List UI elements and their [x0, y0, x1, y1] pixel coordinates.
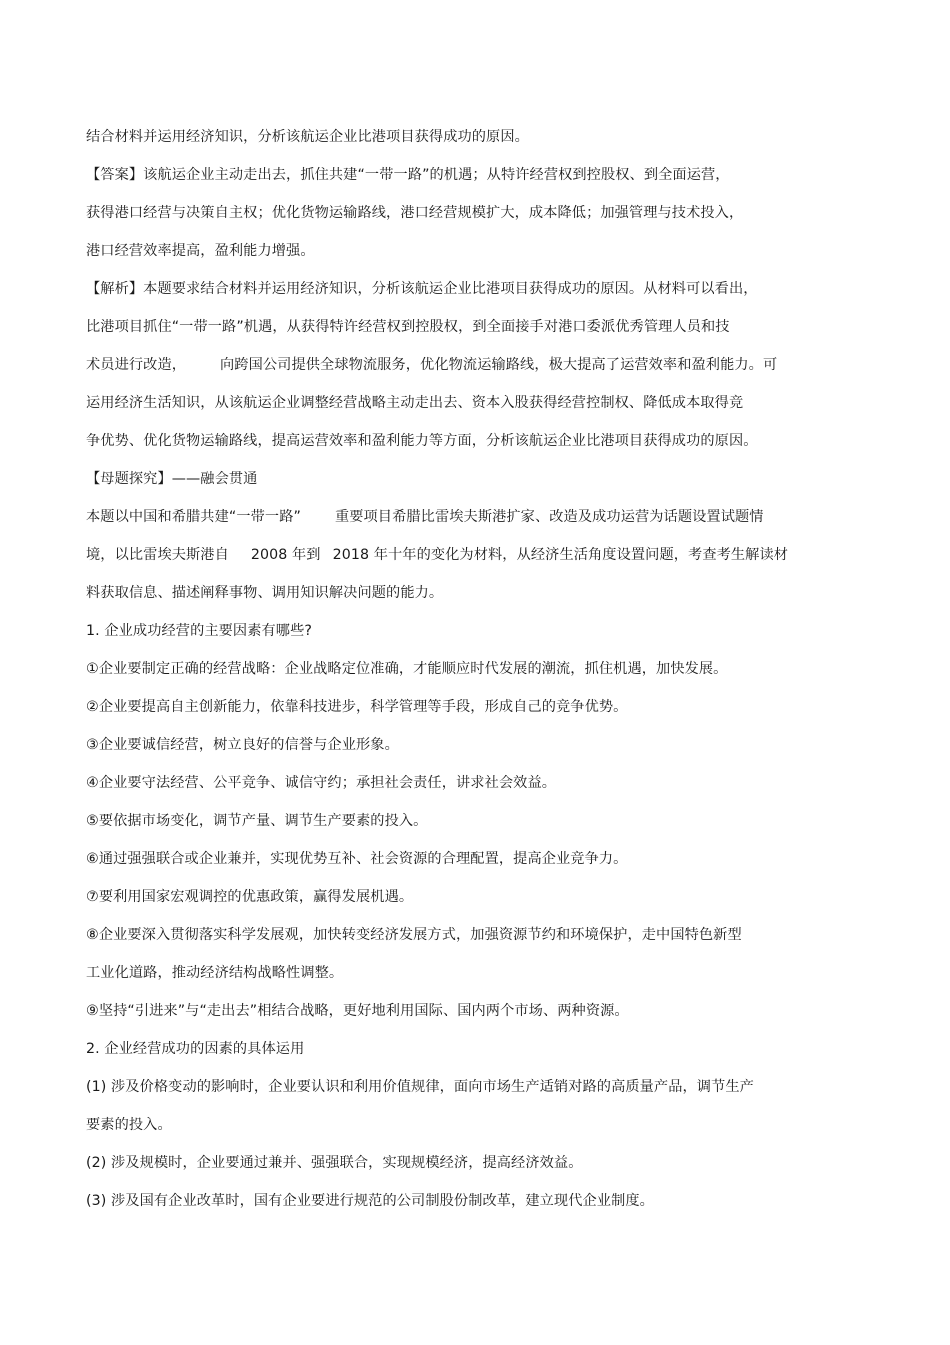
text-segment: 2018 年十年的变化为材料，从经济生活角度设置问题，考查考生解读材 [332, 547, 789, 563]
list-item: ①企业要制定正确的经营战略：企业战略定位准确，才能顺应时代发展的潮流，抓住机遇，加快发展。 [86, 661, 728, 677]
paragraph-line [86, 536, 826, 574]
document-body [86, 118, 826, 1220]
section-heading: 【母题探究】——融会贯通 [86, 471, 258, 487]
paragraph-line [86, 498, 826, 536]
list-item: ⑤要依据市场变化，调节产量、调节生产要素的投入。 [86, 813, 428, 829]
list-item: (1) 涉及价格变动的影响时，企业要认识和利用价值规律，面向市场生产适销对路的高质量产品，调节生产 [86, 1079, 754, 1095]
text-segment: 境，以比雷埃夫斯港自 [86, 547, 229, 563]
list-item: ⑦要利用国家宏观调控的优惠政策，赢得发展机遇。 [86, 889, 414, 905]
list-item: (2) 涉及规模时，企业要通过兼并、强强联合，实现规模经济，提高经济效益。 [86, 1155, 583, 1171]
answer-line: 【答案】该航运企业主动走出去，抓住共建“一带一路”的机遇；从特许经营权到控股权、到全面运营， [86, 167, 730, 183]
list-heading: 1. 企业成功经营的主要因素有哪些? [86, 623, 313, 639]
analysis-line: 运用经济生活知识，从该航运企业调整经营战略主动走出去、资本入股获得经营控制权、降低成本取得竞 [86, 395, 744, 411]
question-line: 结合材料并运用经济知识，分析该航运企业比港项目获得成功的原因。 [86, 129, 529, 145]
analysis-line: 比港项目抓住“一带一路”机遇，从获得特许经营权到控股权，到全面接手对港口委派优秀管理人员和技 [86, 319, 730, 335]
list-item: 要素的投入。 [86, 1117, 172, 1133]
text-segment: 本题以中国和希腊共建“一带一路” [86, 509, 301, 525]
text-segment: 2008 年到 [250, 547, 321, 563]
list-item: ⑨坚持“引进来”与“走出去”相结合战略，更好地利用国际、国内两个市场、两种资源。 [86, 1003, 629, 1019]
analysis-line: 争优势、优化货物运输路线，提高运营效率和盈利能力等方面，分析该航运企业比港项目获得成功的原因。 [86, 433, 758, 449]
list-item: (3) 涉及国有企业改革时，国有企业要进行规范的公司制股份制改革，建立现代企业制度。 [86, 1193, 654, 1209]
list-heading: 2. 企业经营成功的因素的具体运用 [86, 1041, 305, 1057]
analysis-line: 【解析】本题要求结合材料并运用经济知识，分析该航运企业比港项目获得成功的原因。从材料可以看出， [86, 281, 758, 297]
list-item: ⑥通过强强联合或企业兼并，实现优势互补、社会资源的合理配置，提高企业竞争力。 [86, 851, 628, 867]
analysis-line [86, 346, 826, 384]
text-segment: 向跨国公司提供全球物流服务，优化物流运输路线，极大提高了运营效率和盈利能力。可 [220, 357, 778, 373]
paragraph-line: 料获取信息、描述阐释事物、调用知识解决问题的能力。 [86, 585, 444, 601]
answer-line: 获得港口经营与决策自主权；优化货物运输路线，港口经营规模扩大，成本降低；加强管理与技术投入， [86, 205, 744, 221]
list-item: ④企业要守法经营、公平竞争、诚信守约；承担社会责任，讲求社会效益。 [86, 775, 557, 791]
text-segment: 重要项目希腊比雷埃夫斯港扩家、改造及成功运营为话题设置试题情 [334, 509, 764, 525]
list-item: ⑧企业要深入贯彻落实科学发展观，加快转变经济发展方式，加强资源节约和环境保护，走中国特色新型 [86, 927, 742, 943]
list-item: 工业化道路，推动经济结构战略性调整。 [86, 965, 344, 981]
list-item: ③企业要诚信经营，树立良好的信誉与企业形象。 [86, 737, 399, 753]
answer-line: 港口经营效率提高，盈利能力增强。 [86, 243, 315, 259]
list-item: ②企业要提高自主创新能力，依靠科技进步，科学管理等手段，形成自己的竞争优势。 [86, 699, 628, 715]
text-segment: 术员进行改造， [86, 357, 187, 373]
